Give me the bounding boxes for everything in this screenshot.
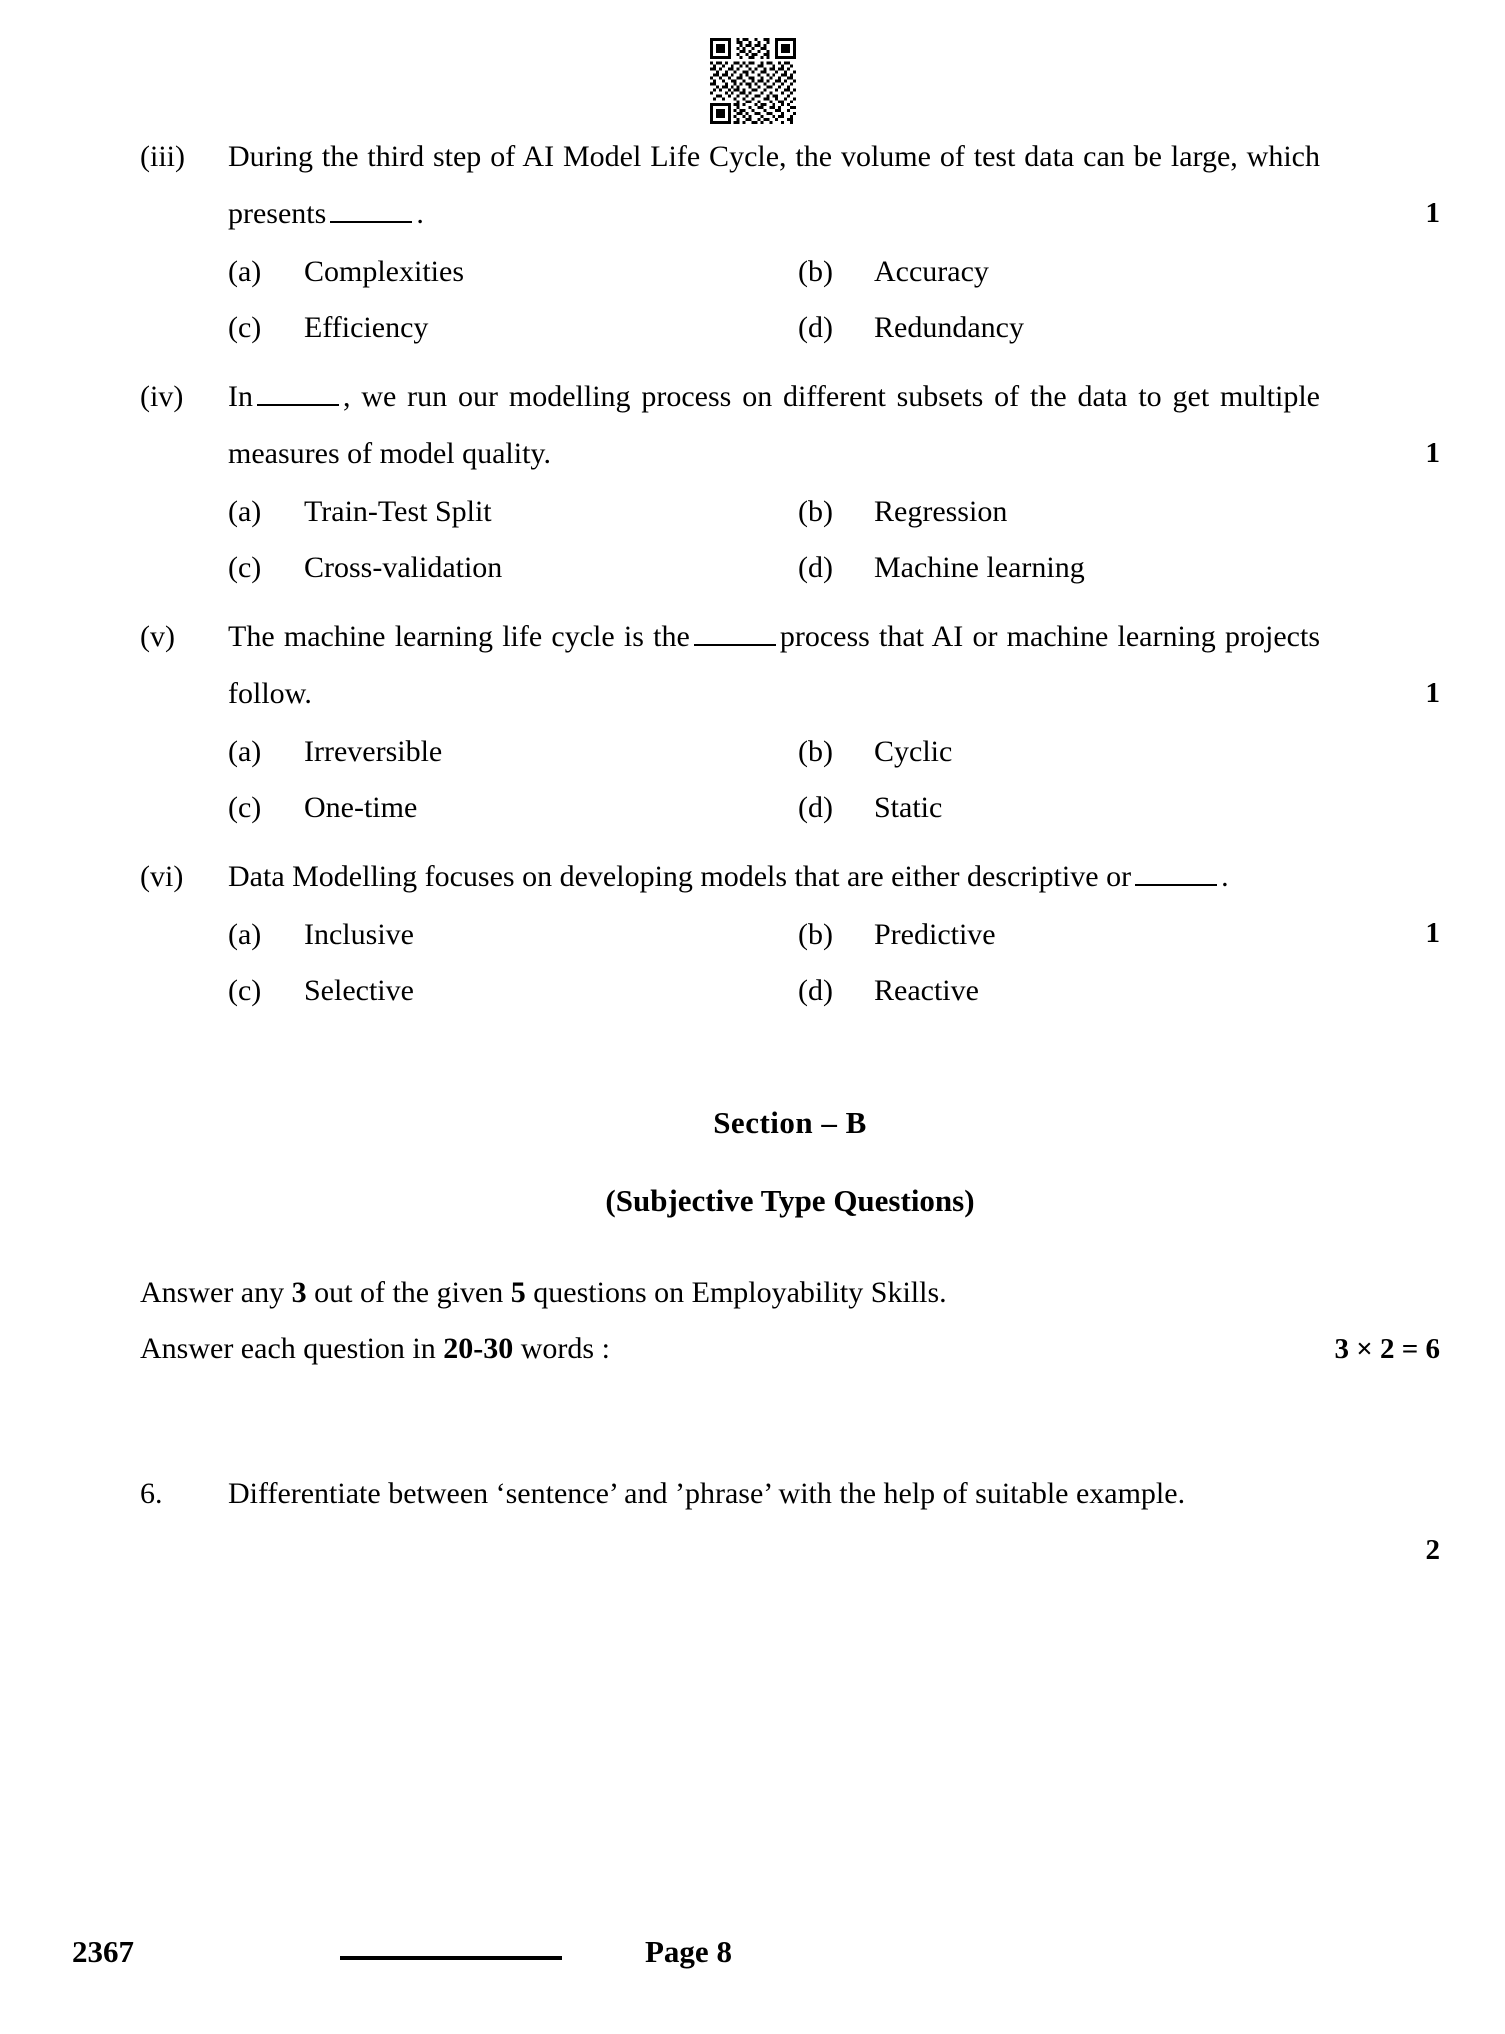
option-a[interactable]: [228, 913, 798, 957]
option-label: (a): [228, 918, 262, 951]
instruction-bold-total: 5: [510, 1276, 526, 1309]
option-row: [228, 250, 1440, 294]
question-text: [228, 608, 1440, 722]
option-text: Inclusive: [304, 918, 414, 951]
question-v: [140, 608, 1440, 722]
option-row: [228, 306, 1440, 350]
option-a[interactable]: [228, 250, 798, 294]
answer-blank: [257, 383, 339, 406]
question-text: [228, 128, 1440, 242]
option-text: Regression: [874, 495, 1008, 528]
option-text: Accuracy: [874, 255, 989, 288]
option-text: Complexities: [304, 255, 464, 288]
option-text: Cyclic: [874, 735, 953, 768]
section-instructions: [140, 1265, 1440, 1377]
question-marks: 1: [1425, 437, 1440, 469]
instruction-part2: out of the given: [314, 1276, 504, 1309]
section-marks: 3 × 2 = 6: [1334, 1333, 1440, 1365]
option-label: (a): [228, 495, 262, 528]
question-text-part1: In: [228, 380, 253, 413]
option-d[interactable]: [798, 306, 1358, 350]
option-row: [228, 546, 1440, 590]
option-label: (d): [798, 311, 833, 344]
option-c[interactable]: [228, 306, 798, 350]
instruction-line2-part2: words :: [520, 1332, 610, 1365]
question-text: [228, 368, 1440, 482]
option-text: Efficiency: [304, 311, 429, 344]
option-row: [228, 490, 1440, 534]
question-text-part1: Data Modelling focuses on developing models that are either descriptive or: [228, 860, 1132, 893]
option-row: [228, 786, 1440, 830]
option-b[interactable]: [798, 250, 1358, 294]
instruction-part1: Answer any: [140, 1276, 285, 1309]
question-text-part1: The machine learning life cycle is the: [228, 620, 690, 653]
option-text: Machine learning: [874, 551, 1085, 584]
question-text-part2: , we run our modelling process on different subsets of the data to get multiple measures of model quality.: [228, 380, 1320, 470]
option-text: Cross-validation: [304, 551, 503, 584]
page-number: Page 8: [645, 1934, 732, 1969]
option-text: Reactive: [874, 974, 979, 1007]
options-vi: [140, 913, 1440, 1013]
option-d[interactable]: [798, 786, 1358, 830]
option-label: (d): [798, 551, 833, 584]
option-a[interactable]: [228, 730, 798, 774]
instruction-line2-part1: Answer each question in: [140, 1332, 436, 1365]
question-marks: 1: [1425, 677, 1440, 709]
option-row: [228, 730, 1440, 774]
option-label: (c): [228, 974, 262, 1007]
option-d[interactable]: [798, 546, 1358, 590]
page-content: [140, 128, 1440, 1566]
option-text: Redundancy: [874, 311, 1024, 344]
options-iii: [140, 250, 1440, 350]
option-label: (d): [798, 791, 833, 824]
instruction-line2: [140, 1321, 1440, 1377]
footer-divider: [340, 1956, 562, 1960]
section-title: Section – B: [713, 1105, 867, 1140]
question-number: (vi): [140, 860, 184, 893]
answer-blank: [330, 200, 412, 223]
option-row: [228, 913, 1440, 957]
option-label: (a): [228, 735, 262, 768]
question-number: (iii): [140, 140, 185, 173]
option-label: (c): [228, 791, 262, 824]
answer-blank: [1135, 863, 1217, 886]
option-c[interactable]: [228, 969, 798, 1013]
option-label: (b): [798, 495, 833, 528]
question-text: Differentiate between ‘sentence’ and ’phrase’ with the help of suitable example.: [228, 1477, 1186, 1510]
instruction-bold-count: 3: [291, 1276, 307, 1309]
option-label: (a): [228, 255, 262, 288]
option-text: Predictive: [874, 918, 996, 951]
option-row: [228, 969, 1440, 1013]
question-text-part2: .: [1221, 860, 1229, 893]
qr-code-container: [0, 38, 1505, 124]
question-text-part1: During the third step of AI Model Life Cycle, the volume of test data can be large, which presents: [228, 140, 1320, 230]
option-a[interactable]: [228, 490, 798, 534]
question-iii: [140, 128, 1440, 242]
option-b[interactable]: [798, 490, 1358, 534]
option-label: (d): [798, 974, 833, 1007]
option-c[interactable]: [228, 786, 798, 830]
qr-code-icon: [710, 38, 796, 124]
options-iv: [140, 490, 1440, 590]
option-label: (b): [798, 918, 833, 951]
instruction-bold-words: 20-30: [443, 1332, 514, 1365]
section-subtitle: (Subjective Type Questions): [605, 1183, 975, 1218]
question-number: (iv): [140, 380, 184, 413]
instruction-part3: questions on Employability Skills.: [533, 1276, 947, 1309]
answer-blank: [694, 623, 776, 646]
option-text: Train-Test Split: [304, 495, 492, 528]
question-marks: 1: [1425, 917, 1440, 949]
question-text-part2: process that AI or machine learning projects follow.: [228, 620, 1320, 710]
option-label: (c): [228, 551, 262, 584]
option-d[interactable]: [798, 969, 1358, 1013]
option-b[interactable]: [798, 730, 1358, 774]
question-number: 6.: [140, 1477, 163, 1510]
option-label: (b): [798, 255, 833, 288]
subjective-question-6: [140, 1465, 1440, 1566]
option-label: (b): [798, 735, 833, 768]
option-b[interactable]: [798, 913, 1358, 957]
question-marks: 2: [1425, 1534, 1440, 1566]
option-label: (c): [228, 311, 262, 344]
option-text: Selective: [304, 974, 414, 1007]
question-text: [228, 848, 1440, 905]
question-text-part2: .: [416, 197, 424, 230]
question-number: (v): [140, 620, 175, 653]
page-footer: [0, 1934, 1505, 1978]
question-marks: 1: [1425, 197, 1440, 229]
option-text: Static: [874, 791, 943, 824]
options-v: [140, 730, 1440, 830]
option-c[interactable]: [228, 546, 798, 590]
option-text: Irreversible: [304, 735, 443, 768]
paper-code: 2367: [72, 1934, 134, 1969]
option-text: One-time: [304, 791, 418, 824]
question-iv: [140, 368, 1440, 482]
